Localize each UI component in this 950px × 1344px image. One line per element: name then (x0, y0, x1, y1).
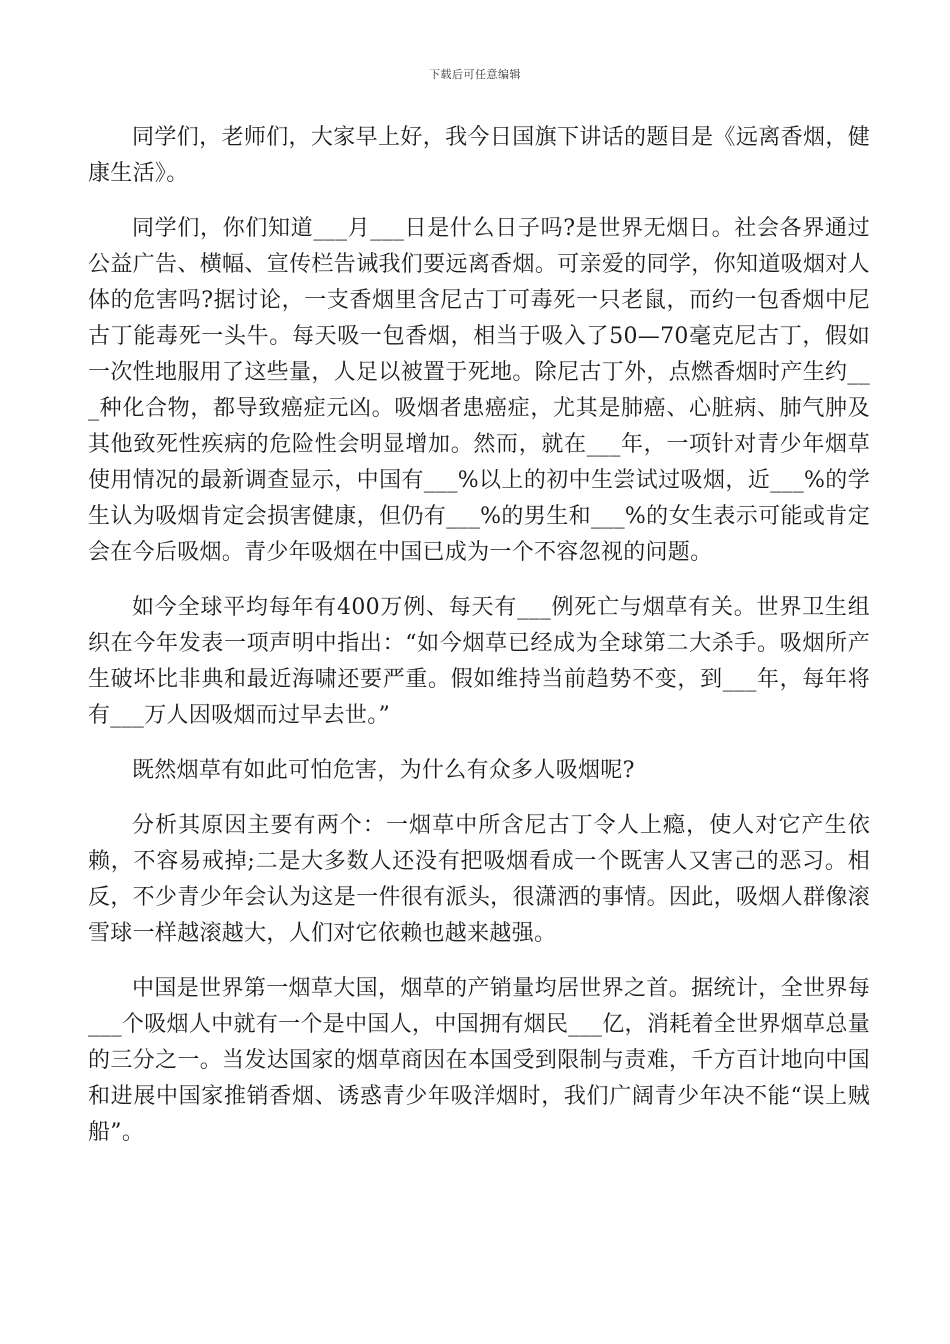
paragraph-china-tobacco: 中国是世界第一烟草大国，烟草的产销量均居世界之首。据统计，全世界每___个吸烟人中就有一个是中国人，中国拥有烟民___亿，消耗着全世界烟草总量的三分之一。当发达国家的烟草商因在本国受到限制与责难，千方百计地向中国和进展中国家推销香烟、诱惑青少年吸洋烟时，我们广阔青少年决不能“误上贼船”。 (88, 976, 870, 1145)
paragraph-reasons: 分析其原因主要有两个：一烟草中所含尼古丁令人上瘾，使人对它产生依赖，不容易戒掉;二是大多数人还没有把吸烟看成一个既害人又害己的恶习。相反，不少青少年会认为这是一件很有派头，很潇洒的事情。因此，吸烟人群像滚雪球一样越滚越大，人们对它依赖也越来越强。 (88, 813, 870, 946)
paragraph-opening: 同学们，老师们，大家早上好，我今日国旗下讲话的题目是《远离香烟，健康生活》。 (88, 125, 870, 186)
paragraph-no-smoking-day: 同学们，你们知道___月___日是什么日子吗?是世界无烟日。社会各界通过公益广告、横幅、宣传栏告诫我们要远离香烟。可亲爱的同学，你知道吸烟对人体的危害吗?据讨论，一支香烟里含尼古丁可毒死一只老鼠，而约一包香烟中尼古丁能毒死一头牛。每天吸一包香烟，相当于吸入了50—70毫克尼古丁，假如一次性地服用了这些量，人足以被置于死地。除尼古丁外，点燃香烟时产生约___种化合物，都导致癌症元凶。吸烟者患癌症，尤其是肺癌、心脏病、肺气肿及其他致死性疾病的危险性会明显增加。然而，就在___年，一项针对青少年烟草使用情况的最新调查显示，中国有___%以上的初中生尝试过吸烟，近___%的学生认为吸烟肯定会损害健康，但仍有___%的男生和___%的女生表示可能或肯定会在今后吸烟。青少年吸烟在中国已成为一个不容忽视的问题。 (88, 216, 870, 565)
paragraph-question: 既然烟草有如此可怕危害，为什么有众多人吸烟呢? (132, 758, 635, 783)
paragraph-global-deaths: 如今全球平均每年有400万例、每天有___例死亡与烟草有关。世界卫生组织在今年发表一项声明中指出：“如今烟草已经成为全球第二大杀手。吸烟所产生破坏比非典和最近海啸还要严重。假如维持当前趋势不变，到___年，每年将有___万人因吸烟而过早去世。” (88, 595, 870, 728)
page-header-note: 下载后可任意编辑 (429, 68, 521, 81)
speech-body (88, 120, 870, 1170)
